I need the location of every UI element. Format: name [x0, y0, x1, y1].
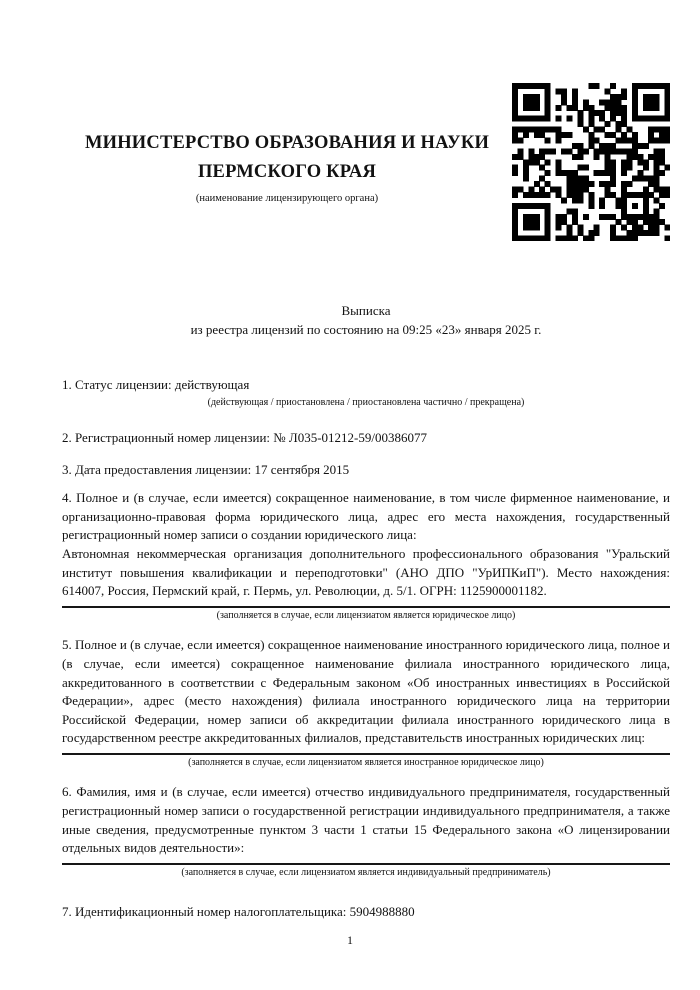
individual-entrepreneur-note: (заполняется в случае, если лицензиатом является индивидуальный предприниматель) — [181, 866, 551, 878]
document-header — [0, 0, 700, 241]
section-foreign-entity — [62, 636, 670, 769]
fill-in-rule-legal-entity — [62, 606, 670, 608]
authority-caption: (наименование лицензирующего органа) — [195, 193, 379, 204]
fill-in-rule-individual-entrepreneur — [62, 863, 670, 865]
foreign-entity-note: (заполняется в случае, если лицензиатом является иностранное юридическое лицо) — [188, 756, 544, 768]
document-title — [62, 301, 670, 339]
section-individual-entrepreneur — [62, 783, 670, 879]
license-status-note: (действующая / приостановлена / приостановлена частично / прекращена) — [207, 396, 525, 408]
license-date-text: 3. Дата предоставления лицензии: 17 сентября 2015 — [62, 461, 350, 477]
legal-entity-note: (заполняется в случае, если лицензиатом является юридическое лицо) — [216, 609, 516, 621]
section-taxpayer-number — [62, 903, 670, 922]
fill-in-rule-foreign-entity — [62, 753, 670, 755]
section-license-status — [62, 376, 670, 409]
registration-number-text: 2. Регистрационный номер лицензии: № Л035-01212-59/00386077 — [62, 430, 428, 446]
document-title-line1: Выписка — [341, 303, 391, 318]
qr-code-icon — [512, 83, 670, 241]
ministry-name-line1: МИНИСТЕРСТВО ОБРАЗОВАНИЯ И НАУКИ — [84, 133, 490, 153]
individual-entrepreneur-label: 6. Фамилия, имя и (в случае, если имеется) отчество индивидуального предпринимателя, государственный регистрационный номер записи о государственной регистрации индивидуального предпринимателя, а также иные сведения, предусмотренные пунктом 3 части 1 статьи 15 Федерального закона «О лицензировании отдельных видов деятельности»: — [62, 784, 670, 856]
licensing-authority-block — [62, 83, 512, 205]
page-number: 1 — [347, 933, 353, 947]
ministry-name-line2: ПЕРМСКОГО КРАЯ — [197, 162, 377, 182]
document-title-line2: из реестра лицензий по состоянию на 09:25 «23» января 2025 г. — [190, 322, 542, 337]
section-registration-number — [62, 429, 670, 448]
taxpayer-number-text: 7. Идентификационный номер налогоплательщика: 5904988880 — [62, 904, 415, 920]
foreign-entity-label: 5. Полное и (в случае, если имеется) сокращенное наименование иностранного юридического лица, полное и (в случае, если имеется) сокращенное наименование филиала иностранного юридического лица, аккредитованного в соответствии с Федеральным законом «Об иностранных инвестициях в Российской Федерации», адрес (место нахождения) филиала иностранного юридического лица на территории Российской Федерации, номер записи об аккредитации филиала иностранного юридического лица в государственном реестре аккредитованных филиалов, представительств иностранных юридических лиц: — [62, 637, 670, 746]
section-license-date — [62, 461, 670, 480]
section-legal-entity — [62, 489, 670, 622]
license-status-text: 1. Статус лицензии: действующая — [62, 377, 250, 392]
legal-entity-value: Автономная некоммерческая организация дополнительного профессионального образования "Уральский институт повышения квалификации и переподготовки" (АНО ДПО "УрИПКиП"). Место нахождения: 614007, Россия, Пермский край, г. Пермь, ул. Революции, д. 5/1. ОГРН: 1125900001182. — [62, 546, 670, 599]
document-body — [0, 376, 700, 922]
legal-entity-label: 4. Полное и (в случае, если имеется) сокращенное наименование, в том числе фирменное наименование, и организационно-правовая форма юридического лица, адрес его места нахождения, государственный регистрационный номер записи о создании юридического лица: — [62, 490, 670, 543]
